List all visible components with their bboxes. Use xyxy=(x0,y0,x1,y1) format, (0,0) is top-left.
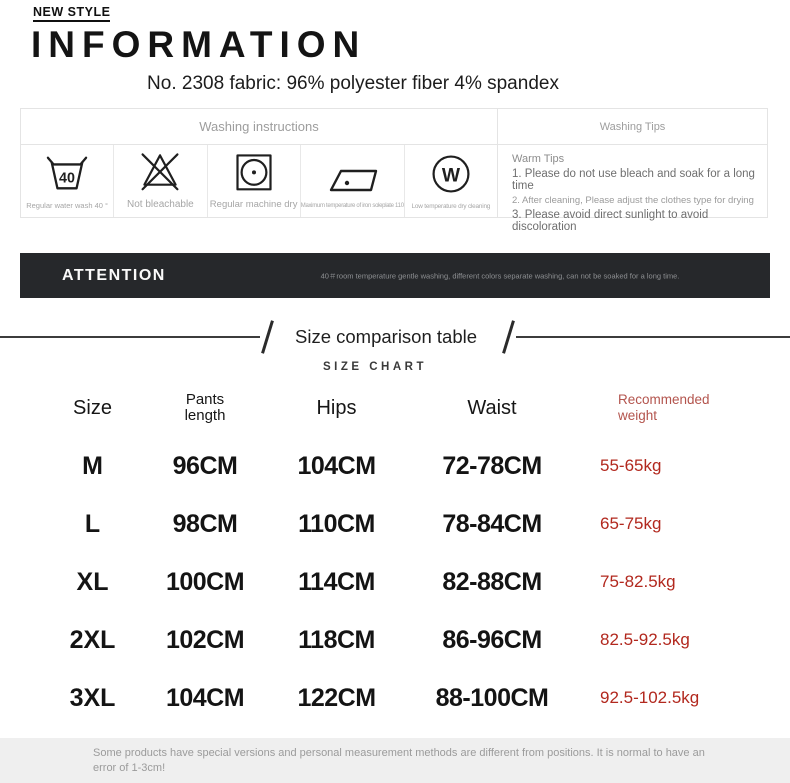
warm-tip-2: 2. After cleaning, Please adjust the clothes type for drying xyxy=(512,195,754,206)
warm-tip-1: 1. Please do not use bleach and soak for a long time xyxy=(512,168,755,192)
washing-cell-iron xyxy=(301,145,405,217)
washing-table xyxy=(20,108,768,233)
header-hips: Hips xyxy=(316,396,357,419)
cell-waist: 88-100CM xyxy=(435,683,549,712)
table-row-xl xyxy=(20,553,770,611)
divider-line-left xyxy=(0,336,260,338)
dry-clean-label: Low temperature dry cleaning xyxy=(411,202,491,210)
cell-hips: 104CM xyxy=(297,451,376,480)
cell-pants: 98CM xyxy=(172,509,238,538)
cell-size: M xyxy=(82,451,103,480)
header-recommended-weight: Recommended weight xyxy=(618,392,710,423)
cell-hips: 122CM xyxy=(297,683,376,712)
machine-dry-icon xyxy=(232,149,276,193)
footer-bar xyxy=(0,738,790,783)
warm-tip-3: 3. Please avoid direct sunlight to avoid discoloration xyxy=(512,209,709,233)
cell-pants: 104CM xyxy=(165,683,245,712)
washing-cell-no-bleach xyxy=(114,145,207,217)
size-section-divider xyxy=(0,319,790,355)
divider-slash-left xyxy=(261,320,274,353)
table-row-2xl xyxy=(20,611,770,669)
cell-weight: 92.5-102.5kg xyxy=(600,688,700,707)
no-bleach-icon xyxy=(138,148,182,192)
size-chart-table xyxy=(20,379,770,727)
table-row-3xl xyxy=(20,669,770,727)
header-size: Size xyxy=(73,396,112,419)
washing-tips-panel xyxy=(498,109,767,233)
iron-label: Maximum temperature of iron soleplate 110 xyxy=(300,203,404,210)
cell-size: 2XL xyxy=(69,625,116,654)
cell-weight: 82.5-92.5kg xyxy=(600,630,690,649)
cell-pants: 100CM xyxy=(165,567,245,596)
cell-waist: 82-88CM xyxy=(442,567,542,596)
washing-instructions-header: Washing instructions xyxy=(21,109,497,145)
fabric-subtitle: No. 2308 fabric: 96% polyester fiber 4% spandex xyxy=(147,73,559,94)
cell-waist: 86-96CM xyxy=(442,625,542,654)
footer-note: Some products have special versions and personal measurement methods are different from positions. It is normal to have an error of 1-3cm! xyxy=(93,747,705,775)
cell-weight: 65-75kg xyxy=(600,514,662,533)
warm-tips-title: Warm Tips xyxy=(512,153,565,165)
cell-pants: 102CM xyxy=(165,625,245,654)
divider-line-right xyxy=(516,336,790,338)
wash-40-icon xyxy=(44,153,90,195)
new-style-eyebrow: NEW STYLE xyxy=(33,5,110,22)
washing-cell-water-wash xyxy=(21,145,114,217)
cell-size: 3XL xyxy=(69,683,116,712)
attention-note: 40＃room temperature gentle washing, different colors separate washing, can not be soaked for a long time. xyxy=(320,271,680,280)
cell-size: L xyxy=(84,509,101,538)
table-row-l xyxy=(20,495,770,553)
size-chart-header-row xyxy=(20,379,770,437)
cell-pants: 96CM xyxy=(172,451,238,480)
washing-cell-machine-dry xyxy=(208,145,301,217)
cell-weight: 55-65kg xyxy=(600,456,662,475)
warm-tips-block xyxy=(498,145,767,236)
iron-icon xyxy=(326,154,378,196)
page-title: INFORMATION xyxy=(31,24,367,65)
size-chart-subtitle: SIZE CHART xyxy=(323,361,427,373)
washing-tips-header: Washing Tips xyxy=(498,109,767,145)
no-bleach-label: Not bleachable xyxy=(127,199,194,210)
cell-size: XL xyxy=(76,567,109,596)
machine-dry-label: Regular machine dry xyxy=(209,198,298,210)
cell-hips: 118CM xyxy=(298,625,375,654)
header-waist: Waist xyxy=(467,396,517,419)
attention-label: ATTENTION xyxy=(62,266,166,284)
dry-clean-icon xyxy=(429,152,473,196)
washing-instructions-panel xyxy=(21,109,498,217)
cell-waist: 78-84CM xyxy=(442,509,542,538)
divider-slash-right xyxy=(502,320,515,353)
wash-40-label: Regular water wash 40 ° xyxy=(26,200,109,210)
wash-40-glyph: 40 xyxy=(59,170,76,187)
washing-icon-row xyxy=(21,145,497,217)
table-row-m xyxy=(20,437,770,495)
washing-cell-dry-clean xyxy=(405,145,497,217)
dry-clean-glyph: W xyxy=(441,165,460,187)
size-section-title: Size comparison table xyxy=(295,326,478,347)
cell-hips: 114CM xyxy=(298,567,375,596)
attention-bar xyxy=(20,253,770,298)
cell-hips: 110CM xyxy=(298,509,375,538)
cell-weight: 75-82.5kg xyxy=(600,572,676,591)
header-pants-length: Pants length xyxy=(184,390,226,424)
cell-waist: 72-78CM xyxy=(442,451,542,480)
